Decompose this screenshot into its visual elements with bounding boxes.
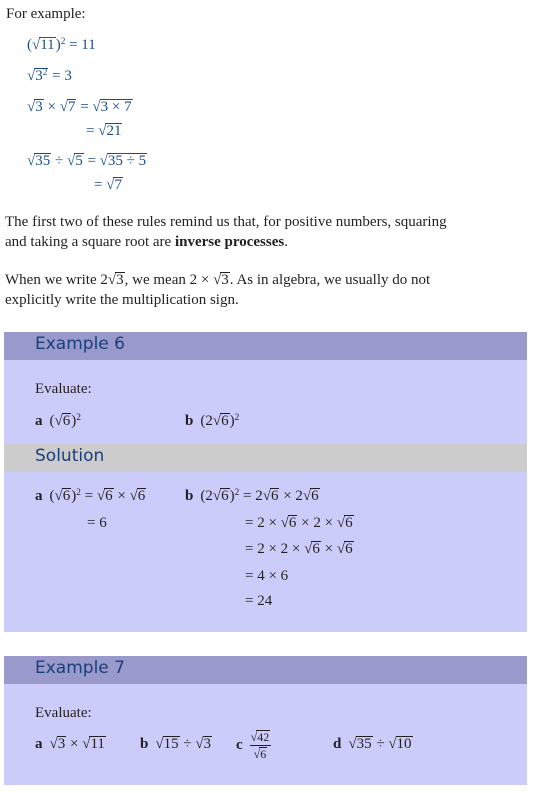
- example7-part-a: a √3 × √11: [35, 736, 105, 752]
- example6-title: Example 6: [35, 334, 125, 354]
- example7-header: [4, 656, 527, 684]
- identity-root-of-square: $√3^2 = 3$: [27, 67, 72, 84]
- example6-part-b: b $(2√6)^2$: [185, 412, 240, 429]
- para2-line2: explicitly write the multiplication sign.: [5, 292, 239, 308]
- identity-quotient-rule: √35 ÷ √5 = √35 ÷ 5: [27, 153, 147, 169]
- example6-box: [4, 332, 527, 632]
- para1-line1: The first two of these rules remind us that, for positive numbers, squaring: [5, 214, 447, 230]
- example6-header: [4, 332, 527, 360]
- intro-lead: For example:: [6, 6, 86, 22]
- example7-part-d: d √35 ÷ √10: [333, 736, 412, 752]
- solution-b-line5: = 24: [245, 593, 273, 609]
- identity-quotient-result: = √7: [94, 177, 122, 193]
- solution-a-line2: = 6: [87, 515, 107, 531]
- identity-square-of-root: $(√11)^2 = 11$: [27, 36, 96, 53]
- example6-part-a: a $(√6)^2$: [35, 412, 81, 429]
- solution-a-line1: a $(√6)^2 = √6 \times √6$: [35, 487, 146, 504]
- identity-product-result: = √21: [86, 123, 122, 139]
- solution-b-line4: = 4 × 6: [245, 568, 289, 584]
- example6-solution-header: [4, 444, 527, 472]
- solution-b-line2: = 2 × √6 × 2 × √6: [245, 515, 353, 531]
- para1-line2: and taking a square root are inverse processes.: [5, 234, 288, 250]
- example7-box: [4, 656, 527, 785]
- example7-prompt: Evaluate:: [35, 705, 92, 721]
- example6-solution-title: Solution: [35, 446, 105, 466]
- example7-part-b: b √15 ÷ √3: [140, 736, 212, 752]
- para2-line1: When we write 2√3, we mean 2 × √3. As in algebra, we usually do not: [5, 272, 431, 288]
- example7-title: Example 7: [35, 658, 125, 678]
- solution-b-line3: = 2 × 2 × √6 × √6: [245, 541, 353, 557]
- example7-part-c: c $\frac{√42}{√6}$: [236, 730, 270, 761]
- para1-emphasis: inverse processes: [174, 234, 285, 250]
- example6-prompt: Evaluate:: [35, 381, 92, 397]
- solution-b-line1: b $(2√6)^2 = 2√6 \times 2√6$: [185, 487, 319, 504]
- identity-product-rule: √3 × √7 = √3 × 7: [27, 99, 132, 115]
